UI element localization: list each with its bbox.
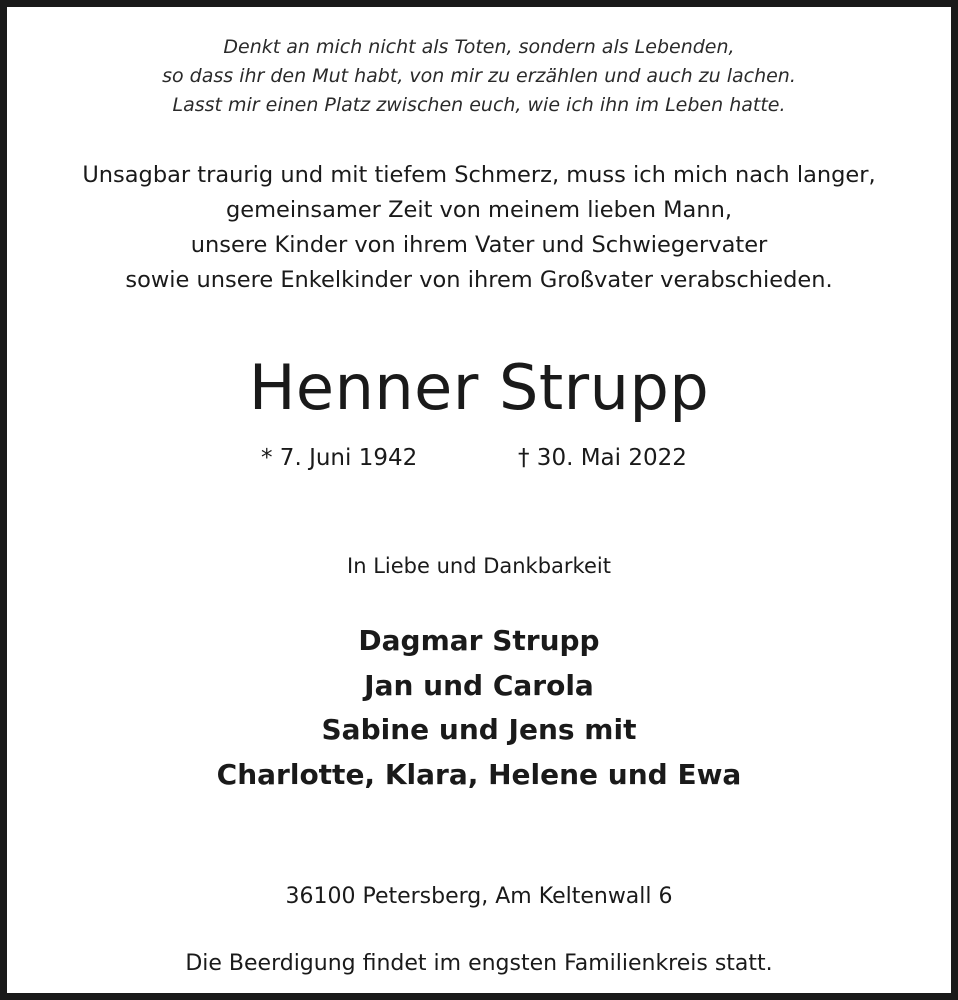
intro-text bbox=[7, 158, 951, 298]
funeral-note: Die Beerdigung findet im engsten Familienkreis statt. bbox=[185, 951, 773, 976]
intro-line: unsere Kinder von ihrem Vater und Schwiegervater bbox=[190, 232, 768, 258]
poem-line: Denkt an mich nicht als Toten, sondern als Lebenden, bbox=[223, 36, 735, 58]
death-date: † 30. Mai 2022 bbox=[518, 445, 687, 471]
family-address: 36100 Petersberg, Am Keltenwall 6 bbox=[285, 884, 673, 909]
life-dates bbox=[7, 439, 951, 477]
intro-line: gemeinsamer Zeit von meinem lieben Mann, bbox=[226, 197, 732, 223]
mourner-line: Dagmar Strupp bbox=[358, 624, 600, 657]
thanks-line: In Liebe und Dankbarkeit bbox=[347, 554, 611, 578]
mourner-line: Jan und Carola bbox=[364, 668, 594, 702]
poem-line: so dass ihr den Mut habt, von mir zu erzählen und auch zu lachen. bbox=[162, 65, 796, 87]
mourners-list bbox=[7, 619, 951, 797]
intro-line: sowie unsere Enkelkinder von ihrem Großvater verabschieden. bbox=[125, 267, 833, 293]
poem-line: Lasst mir einen Platz zwischen euch, wie ich ihn im Leben hatte. bbox=[172, 94, 786, 116]
intro-line: Unsagbar traurig und mit tiefem Schmerz, muss ich mich nach langer, bbox=[82, 162, 876, 188]
mourner-line: Charlotte, Klara, Helene und Ewa bbox=[216, 757, 742, 791]
birth-date: * 7. Juni 1942 bbox=[261, 445, 418, 471]
deceased-name: Henner Strupp bbox=[248, 351, 710, 424]
mourner-line: Sabine und Jens mit bbox=[321, 713, 637, 746]
memorial-poem bbox=[7, 33, 951, 120]
